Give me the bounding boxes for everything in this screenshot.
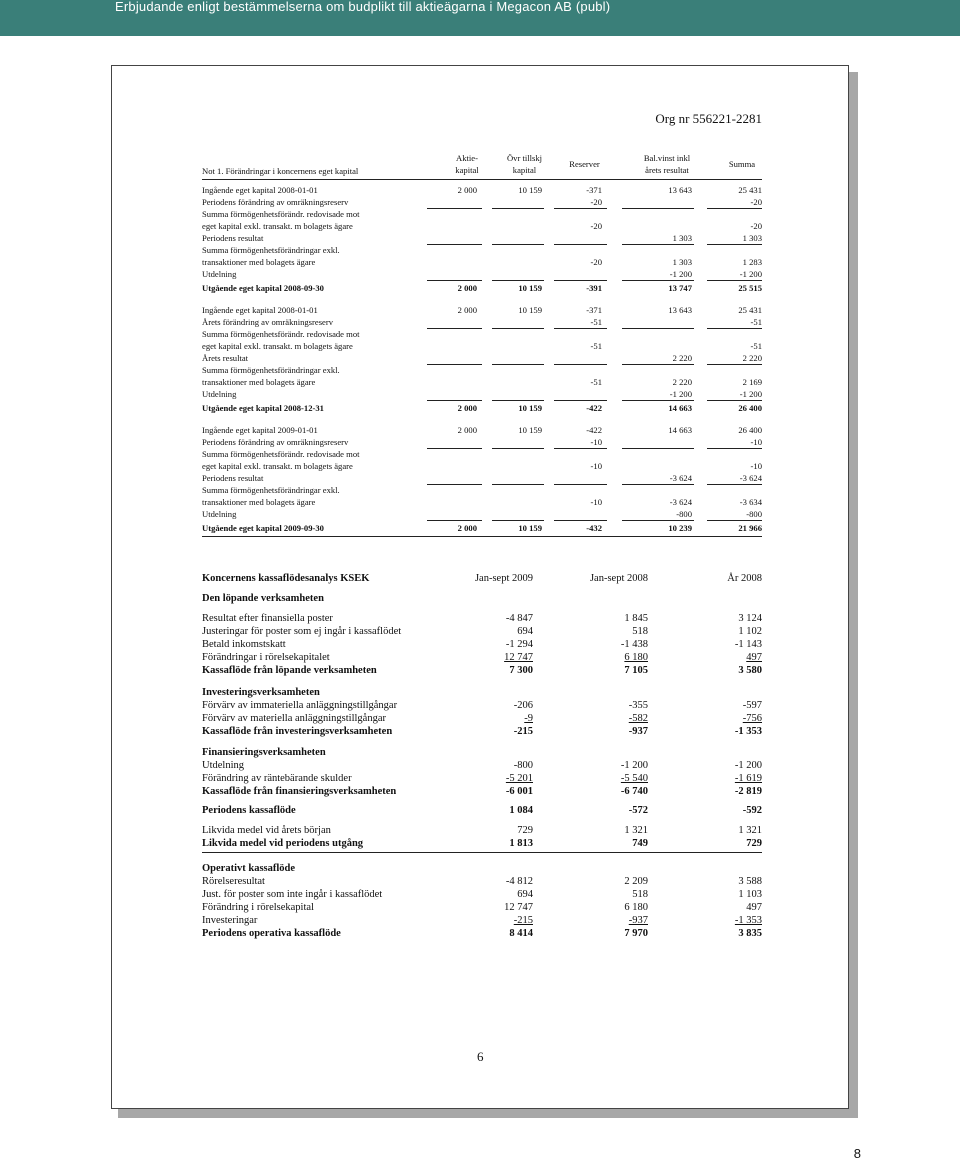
cell-value: -1 200 (739, 389, 762, 399)
row-label: Ingående eget kapital 2008-01-01 (202, 305, 318, 315)
cell-value: -6 001 (505, 786, 533, 797)
cell-value: -800 (746, 509, 762, 519)
cell-value: -10 (590, 497, 602, 507)
equity-row (202, 256, 762, 268)
cell-value: -20 (750, 197, 762, 207)
cell-value: -355 (628, 700, 648, 711)
row-label: Utgående eget kapital 2008-12-31 (202, 403, 324, 413)
underline (492, 328, 544, 329)
equity-row (202, 328, 762, 340)
cell-value: -3 624 (739, 473, 762, 483)
cell-value: -6 740 (620, 786, 648, 797)
underline (427, 448, 482, 449)
cell-value: 1 321 (738, 825, 762, 836)
underline (427, 208, 482, 209)
cashflow-row (202, 804, 762, 817)
row-label: Resultat efter finansiella poster (202, 613, 333, 624)
col-header-reserver: Reserver (569, 159, 600, 169)
row-label: eget kapital exkl. transakt. m bolagets ägare (202, 221, 353, 231)
col-header-jan-sept-2009: Jan-sept 2009 (474, 573, 533, 584)
underline (427, 244, 482, 245)
row-label: Finansieringsverksamheten (202, 747, 326, 758)
equity-table-title: Not 1. Förändringar i koncernens eget kapital (202, 166, 359, 176)
cell-value: -2 819 (734, 786, 762, 797)
cell-value: -206 (513, 700, 533, 711)
cell-value: 2 000 (457, 403, 477, 413)
equity-row (202, 364, 762, 376)
cell-value: -51 (590, 317, 602, 327)
equity-row (202, 402, 762, 414)
cell-value: -1 200 (739, 269, 762, 279)
cell-value: 10 159 (518, 523, 542, 533)
cell-value: 497 (746, 902, 762, 913)
underline (554, 484, 607, 485)
row-label: eget kapital exkl. transakt. m bolagets ägare (202, 341, 353, 351)
cell-value: -800 (513, 760, 533, 771)
cashflow-row (202, 772, 762, 785)
cell-value: -800 (676, 509, 692, 519)
row-label: transaktioner med bolagets ägare (202, 257, 316, 267)
row-label: eget kapital exkl. transakt. m bolagets ägare (202, 461, 353, 471)
row-label: Summa förmögenhetsförändr. redovisade mot (202, 209, 360, 219)
cell-value: -9 (524, 713, 533, 724)
underline (707, 400, 762, 401)
underline (707, 208, 762, 209)
cell-value: 1 845 (624, 613, 648, 624)
cell-value: -1 200 (669, 269, 692, 279)
col-header-ar-2008: År 2008 (727, 573, 762, 584)
equity-header-row (202, 152, 762, 176)
underline (554, 364, 607, 365)
cell-value: -20 (750, 221, 762, 231)
row-label: Investeringsverksamheten (202, 687, 320, 698)
cell-value: 26 400 (738, 425, 762, 435)
cell-value: -432 (586, 523, 602, 533)
equity-row (202, 282, 762, 294)
equity-row (202, 472, 762, 484)
underline (622, 520, 694, 521)
cell-value: -20 (590, 197, 602, 207)
row-label: Betald inkomstskatt (202, 639, 286, 650)
row-label: Kassaflöde från finansieringsverksamheten (202, 786, 397, 797)
row-label: transaktioner med bolagets ägare (202, 377, 316, 387)
cell-value: 518 (632, 889, 648, 900)
row-label: Just. för poster som inte ingår i kassaflödet (202, 889, 383, 900)
underline (492, 400, 544, 401)
equity-row (202, 316, 762, 328)
cell-value: 2 000 (457, 185, 477, 195)
underline (707, 448, 762, 449)
cell-value: 2 220 (742, 353, 762, 363)
underline (554, 208, 607, 209)
cashflow-row (202, 862, 762, 875)
cashflow-table-title: Koncernens kassaflödesanalys KSEK (202, 573, 370, 584)
cell-value: -422 (586, 403, 602, 413)
cell-value: -51 (590, 377, 602, 387)
cell-value: 6 180 (624, 652, 648, 663)
divider (202, 852, 762, 853)
row-label: Periodens förändring av omräkningsreserv (202, 197, 349, 207)
cell-value: 8 414 (509, 928, 533, 939)
underline (622, 208, 694, 209)
col-header-aktiekapital: Aktie- kapital (455, 153, 479, 175)
cell-value: 26 400 (738, 403, 762, 413)
row-label: Summa förmögenhetsförändringar exkl. (202, 485, 340, 495)
row-label: Likvida medel vid periodens utgång (202, 838, 364, 849)
row-label: Förvärv av immateriella anläggningstillgångar (202, 700, 398, 711)
equity-row (202, 496, 762, 508)
equity-row (202, 460, 762, 472)
org-number: Org nr 556221-2281 (655, 111, 762, 126)
cell-value: 2 000 (457, 305, 477, 315)
cell-value: 10 159 (518, 185, 542, 195)
equity-row (202, 184, 762, 196)
row-label: Justeringar för poster som ej ingår i kassaflödet (202, 626, 402, 637)
cashflow-header-row (202, 572, 762, 585)
cell-value: 2 000 (457, 425, 477, 435)
cell-value: 25 515 (738, 283, 762, 293)
underline (492, 208, 544, 209)
col-header-jan-sept-2008: Jan-sept 2008 (589, 573, 648, 584)
underline (707, 484, 762, 485)
cell-value: -20 (590, 257, 602, 267)
cell-value: -1 353 (734, 915, 762, 926)
underline (707, 244, 762, 245)
equity-row (202, 232, 762, 244)
underline (492, 280, 544, 281)
cell-value: -4 812 (505, 876, 533, 887)
cell-value: 7 300 (509, 665, 533, 676)
document-title: Erbjudande enligt bestämmelserna om budplikt till aktieägarna i Megacon AB (publ) (115, 0, 611, 14)
cashflow-row (202, 638, 762, 651)
cell-value: -582 (628, 713, 648, 724)
cashflow-row (202, 664, 762, 677)
cashflow-row (202, 824, 762, 837)
underline (427, 328, 482, 329)
cell-value: -572 (628, 805, 648, 816)
row-label: Kassaflöde från investeringsverksamheten (202, 726, 393, 737)
underline (554, 400, 607, 401)
underline (554, 280, 607, 281)
cell-value: -3 624 (669, 497, 692, 507)
row-label: Utdelning (202, 389, 237, 399)
cell-value: -1 143 (734, 639, 762, 650)
cell-value: 1 321 (624, 825, 648, 836)
equity-row (202, 388, 762, 400)
underline (492, 448, 544, 449)
cell-value: 1 813 (509, 838, 533, 849)
cell-value: 21 966 (738, 523, 762, 533)
cell-value: 729 (746, 838, 762, 849)
underline (622, 400, 694, 401)
cashflow-row (202, 901, 762, 914)
equity-row (202, 196, 762, 208)
page-number: 6 (477, 1049, 484, 1064)
cashflow-row (202, 914, 762, 927)
row-label: Den löpande verksamheten (202, 593, 324, 604)
underline (427, 280, 482, 281)
cell-value: 13 643 (668, 305, 692, 315)
cell-value: -371 (586, 305, 602, 315)
row-label: Utgående eget kapital 2008-09-30 (202, 283, 324, 293)
equity-row (202, 376, 762, 388)
row-label: Periodens kassaflöde (202, 805, 296, 816)
row-label: Periodens operativa kassaflöde (202, 928, 341, 939)
cell-value: 3 124 (738, 613, 762, 624)
row-label: Summa förmögenhetsförändringar exkl. (202, 245, 340, 255)
cashflow-row (202, 612, 762, 625)
col-header-balvinst: Bal.vinst inkl årets resultat (643, 153, 691, 175)
cell-value: 13 643 (668, 185, 692, 195)
row-label: Periodens resultat (202, 233, 264, 243)
equity-row (202, 424, 762, 436)
underline (707, 520, 762, 521)
top-banner (0, 0, 960, 36)
row-label: Investeringar (202, 915, 258, 926)
row-label: Förändring i rörelsekapital (202, 902, 314, 913)
cell-value: -1 294 (505, 639, 533, 650)
cell-value: 3 835 (738, 928, 762, 939)
underline (554, 448, 607, 449)
cell-value: -3 624 (669, 473, 692, 483)
cell-value: 13 747 (668, 283, 692, 293)
cell-value: 3 588 (738, 876, 762, 887)
cell-value: 14 663 (668, 403, 692, 413)
cashflow-row (202, 725, 762, 738)
underline (622, 364, 694, 365)
underline (707, 364, 762, 365)
row-label: Utgående eget kapital 2009-09-30 (202, 523, 324, 533)
underline (492, 364, 544, 365)
cashflow-row (202, 927, 762, 940)
row-label: Summa förmögenhetsförändringar exkl. (202, 365, 340, 375)
equity-row (202, 220, 762, 232)
divider (202, 536, 762, 537)
cell-value: 25 431 (738, 305, 762, 315)
underline (427, 520, 482, 521)
cashflow-row (202, 712, 762, 725)
cashflow-row (202, 625, 762, 638)
cell-value: -10 (750, 437, 762, 447)
cell-value: 2 220 (672, 353, 692, 363)
cell-value: 749 (632, 838, 648, 849)
cell-value: 10 159 (518, 403, 542, 413)
cell-value: 2 000 (457, 523, 477, 533)
cashflow-row (202, 686, 762, 699)
cell-value: -5 201 (505, 773, 533, 784)
cashflow-row (202, 888, 762, 901)
cell-value: 2 220 (672, 377, 692, 387)
cell-value: -1 353 (734, 726, 762, 737)
cell-value: 25 431 (738, 185, 762, 195)
cell-value: 694 (517, 626, 533, 637)
equity-row (202, 208, 762, 220)
cell-value: -1 200 (734, 760, 762, 771)
cell-value: 7 970 (624, 928, 648, 939)
underline (554, 328, 607, 329)
underline (492, 520, 544, 521)
cashflow-row (202, 785, 762, 798)
cell-value: -1 619 (734, 773, 762, 784)
equity-row (202, 484, 762, 496)
cell-value: 12 747 (504, 652, 533, 663)
cell-value: -756 (742, 713, 762, 724)
underline (622, 484, 694, 485)
document-page (111, 65, 849, 1109)
cell-value: -3 634 (739, 497, 762, 507)
row-label: Förändring av räntebärande skulder (202, 773, 352, 784)
underline (427, 400, 482, 401)
underline (707, 280, 762, 281)
cell-value: -391 (586, 283, 602, 293)
col-header-ovr-tillskj: Övr tillskj kapital (506, 153, 543, 175)
row-label: Operativt kassaflöde (202, 863, 296, 874)
underline (622, 244, 694, 245)
cell-value: 2 169 (742, 377, 762, 387)
cell-value: 12 747 (504, 902, 533, 913)
cell-value: -1 200 (669, 389, 692, 399)
cell-value: -215 (513, 915, 533, 926)
cell-value: -5 540 (620, 773, 648, 784)
equity-row (202, 508, 762, 520)
cell-value: -371 (586, 185, 602, 195)
cell-value: -215 (513, 726, 533, 737)
cell-value: -20 (590, 221, 602, 231)
equity-row (202, 522, 762, 534)
equity-row (202, 244, 762, 256)
cashflow-row (202, 875, 762, 888)
equity-row (202, 448, 762, 460)
row-label: Utdelning (202, 509, 237, 519)
row-label: Årets förändring av omräkningsreserv (202, 317, 334, 327)
underline (492, 244, 544, 245)
cell-value: 14 663 (668, 425, 692, 435)
cell-value: 1 303 (672, 257, 692, 267)
cell-value: -592 (742, 805, 762, 816)
equity-row (202, 304, 762, 316)
divider (202, 179, 762, 180)
underline (554, 520, 607, 521)
cell-value: -422 (586, 425, 602, 435)
cell-value: 3 580 (738, 665, 762, 676)
row-label: Periodens förändring av omräkningsreserv (202, 437, 349, 447)
cashflow-row (202, 837, 762, 850)
row-label: Utdelning (202, 269, 237, 279)
row-label: Likvida medel vid årets början (202, 825, 331, 836)
cell-value: 1 303 (672, 233, 692, 243)
underline (622, 280, 694, 281)
cell-value: 2 209 (624, 876, 648, 887)
row-label: Periodens resultat (202, 473, 264, 483)
cell-value: 694 (517, 889, 533, 900)
cell-value: 518 (632, 626, 648, 637)
row-label: Förvärv av materiella anläggningstillgångar (202, 713, 386, 724)
cell-value: -51 (750, 317, 762, 327)
cell-value: -1 200 (620, 760, 648, 771)
cell-value: 10 159 (518, 283, 542, 293)
cell-value: -10 (590, 461, 602, 471)
cell-value: 497 (746, 652, 762, 663)
cell-value: 1 283 (742, 257, 762, 267)
cashflow-row (202, 592, 762, 605)
row-label: Summa förmögenhetsförändr. redovisade mot (202, 329, 360, 339)
cell-value: -937 (628, 915, 648, 926)
row-label: Kassaflöde från löpande verksamheten (202, 665, 377, 676)
row-label: Rörelseresultat (202, 876, 265, 887)
row-label: Ingående eget kapital 2008-01-01 (202, 185, 318, 195)
underline (554, 244, 607, 245)
row-label: Förändringar i rörelsekapitalet (202, 652, 330, 663)
cashflow-row (202, 746, 762, 759)
row-label: Ingående eget kapital 2009-01-01 (202, 425, 318, 435)
underline (427, 484, 482, 485)
row-label: transaktioner med bolagets ägare (202, 497, 316, 507)
cashflow-row (202, 699, 762, 712)
cell-value: -10 (590, 437, 602, 447)
cashflow-row (202, 759, 762, 772)
equity-row (202, 436, 762, 448)
cell-value: -10 (750, 461, 762, 471)
cell-value: 6 180 (624, 902, 648, 913)
row-label: Utdelning (202, 760, 244, 771)
cell-value: -51 (750, 341, 762, 351)
cell-value: -937 (628, 726, 648, 737)
footer-page-number: 8 (853, 1146, 861, 1161)
underline (427, 364, 482, 365)
underline (622, 328, 694, 329)
row-label: Summa förmögenhetsförändr. redovisade mot (202, 449, 360, 459)
cell-value: 7 105 (624, 665, 648, 676)
underline (492, 484, 544, 485)
cell-value: 1 303 (742, 233, 762, 243)
cell-value: -51 (590, 341, 602, 351)
underline (622, 448, 694, 449)
cell-value: 729 (517, 825, 533, 836)
col-header-summa: Summa (728, 159, 756, 169)
cell-value: 10 159 (518, 305, 542, 315)
cell-value: -4 847 (505, 613, 533, 624)
cell-value: 1 084 (509, 805, 533, 816)
equity-row (202, 340, 762, 352)
cell-value: 10 239 (668, 523, 692, 533)
cell-value: 1 102 (738, 626, 762, 637)
equity-row (202, 268, 762, 280)
cell-value: -597 (742, 700, 762, 711)
cell-value: -1 438 (620, 639, 648, 650)
row-label: Årets resultat (202, 353, 249, 363)
cell-value: 2 000 (457, 283, 477, 293)
cell-value: 10 159 (518, 425, 542, 435)
equity-row (202, 352, 762, 364)
underline (707, 328, 762, 329)
cashflow-row (202, 651, 762, 664)
cell-value: 1 103 (738, 889, 762, 900)
